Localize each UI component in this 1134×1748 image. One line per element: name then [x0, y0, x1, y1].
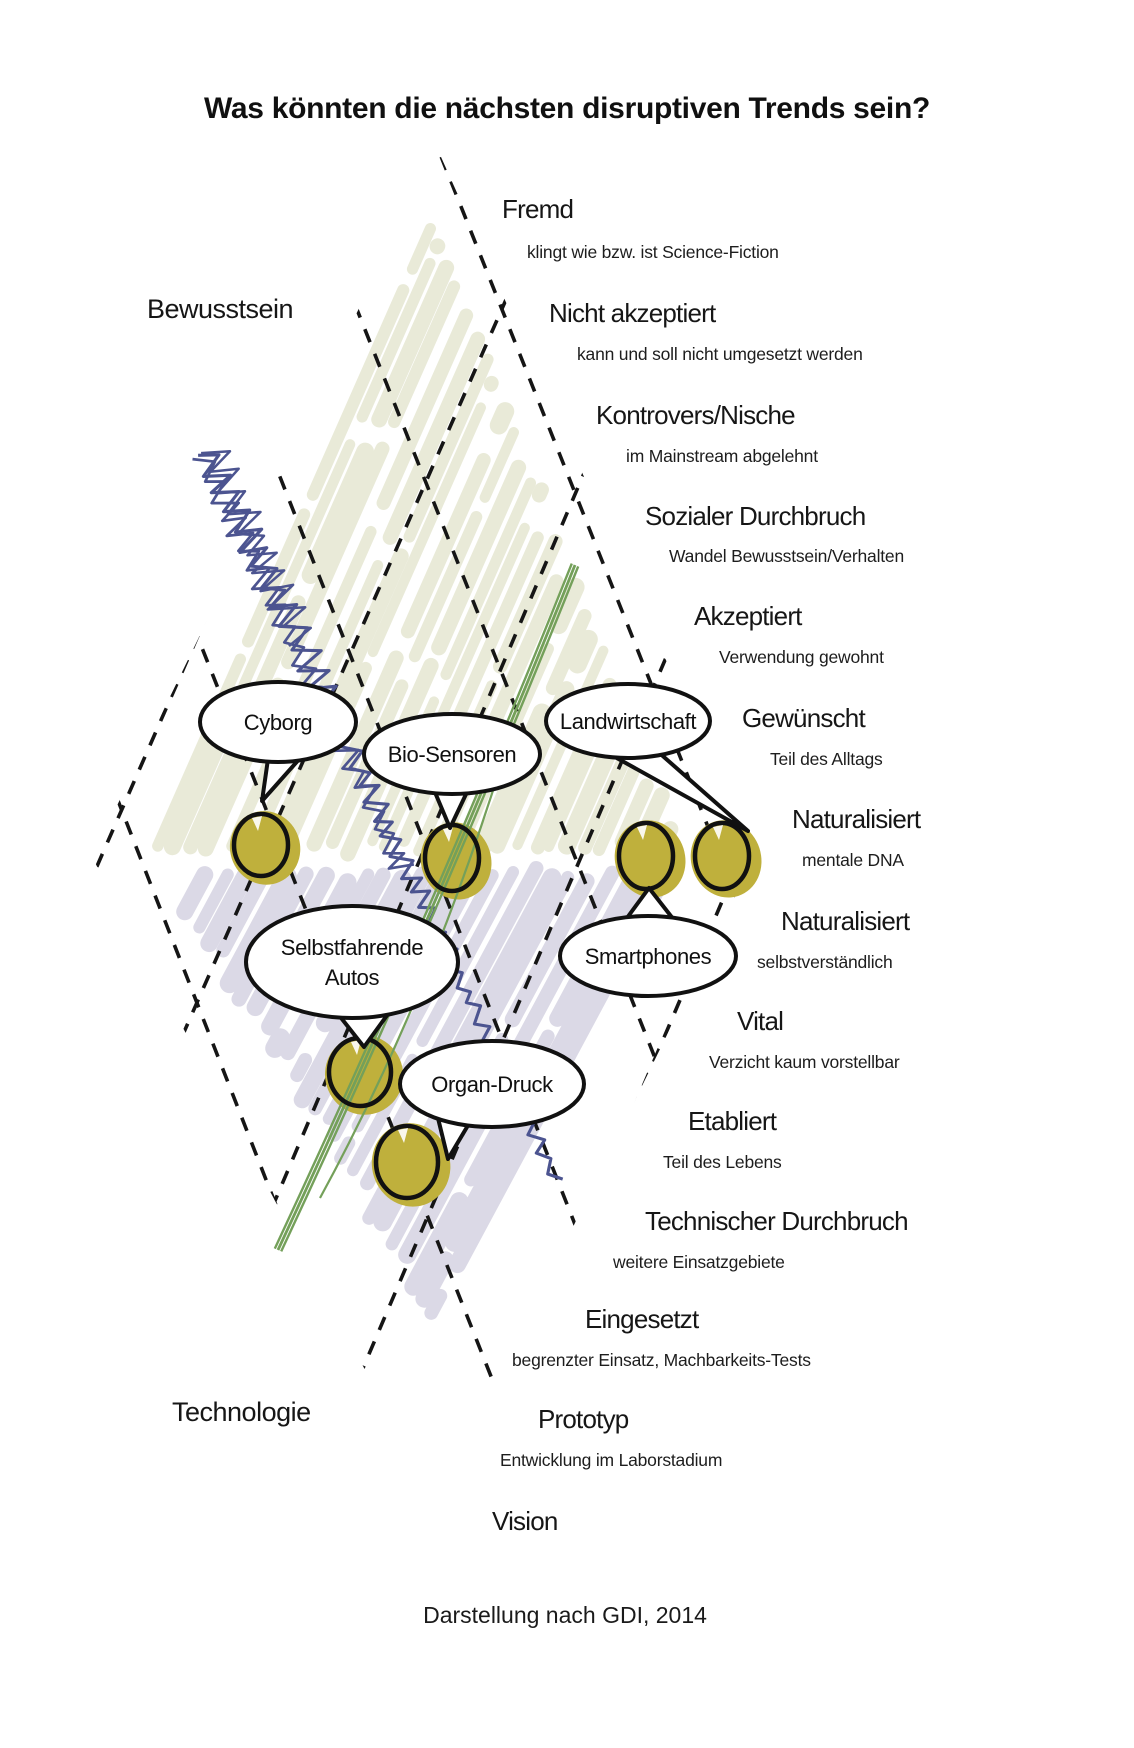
stage-name-prototyp-12: Prototyp	[538, 1404, 629, 1434]
bubble-shape-selbstfahrende-autos	[246, 906, 458, 1018]
stage-desc-eingesetzt-11: begrenzter Einsatz, Machbarkeits-Tests	[512, 1350, 811, 1370]
stage-desc-naturalisiert-6: mentale DNA	[802, 850, 904, 870]
bubble-label-selbstfahrende-autos: Autos	[324, 965, 380, 990]
stage-desc-fremd-0: klingt wie bzw. ist Science-Fiction	[527, 242, 779, 262]
stage-name-technischer-durchbruch-10: Technischer Durchbruch	[645, 1206, 908, 1236]
page-title: Was könnten die nächsten disruptiven Trends sein?	[204, 92, 930, 125]
stage-name-vision-13: Vision	[492, 1506, 558, 1536]
stage-desc-prototyp-12: Entwicklung im Laborstadium	[500, 1450, 723, 1470]
stage-name-eingesetzt-11: Eingesetzt	[585, 1304, 699, 1334]
stage-name-akzeptiert-4: Akzeptiert	[694, 601, 802, 631]
stage-name-gewünscht-5: Gewünscht	[742, 703, 865, 733]
stage-name-vital-8: Vital	[737, 1006, 784, 1036]
stage-desc-akzeptiert-4: Verwendung gewohnt	[719, 647, 884, 667]
stage-name-sozialer-durchbruch-3: Sozialer Durchbruch	[645, 501, 866, 531]
stage-name-naturalisiert-7: Naturalisiert	[781, 906, 910, 936]
bubble-label-smartphones: Smartphones	[584, 944, 712, 969]
bubble-label-cyborg: Cyborg	[243, 710, 313, 735]
bubble-label-bio-sensoren: Bio-Sensoren	[387, 742, 517, 767]
stage-desc-etabliert-9: Teil des Lebens	[663, 1152, 782, 1172]
stage-name-fremd-0: Fremd	[502, 194, 574, 224]
trend-bubble-smartphones	[560, 888, 736, 996]
stage-desc-vital-8: Verzicht kaum vorstellbar	[709, 1052, 900, 1072]
bubble-label-organ-druck: Organ-Druck	[431, 1072, 553, 1097]
dimension-label-technologie: Technologie	[172, 1397, 311, 1427]
stage-name-naturalisiert-6: Naturalisiert	[792, 804, 921, 834]
stage-desc-kontrovers-nische-2: im Mainstream abgelehnt	[626, 446, 818, 466]
bubble-label-landwirtschaft: Landwirtschaft	[559, 709, 697, 734]
stage-desc-sozialer-durchbruch-3: Wandel Bewusstsein/Verhalten	[669, 546, 904, 566]
stage-desc-nicht-akzeptiert-1: kann und soll nicht umgesetzt werden	[577, 344, 863, 364]
stage-desc-naturalisiert-7: selbstverständlich	[757, 952, 893, 972]
source-caption: Darstellung nach GDI, 2014	[423, 1602, 707, 1628]
dimension-label-bewusstsein: Bewusstsein	[147, 294, 294, 324]
stage-name-nicht-akzeptiert-1: Nicht akzeptiert	[549, 298, 716, 328]
stage-name-kontrovers-nische-2: Kontrovers/Nische	[596, 400, 795, 430]
bubble-label-selbstfahrende-autos: Selbstfahrende	[280, 935, 424, 960]
stage-desc-technischer-durchbruch-10: weitere Einsatzgebiete	[613, 1252, 785, 1272]
stage-desc-gewünscht-5: Teil des Alltags	[770, 749, 883, 769]
stage-name-etabliert-9: Etabliert	[688, 1106, 777, 1136]
